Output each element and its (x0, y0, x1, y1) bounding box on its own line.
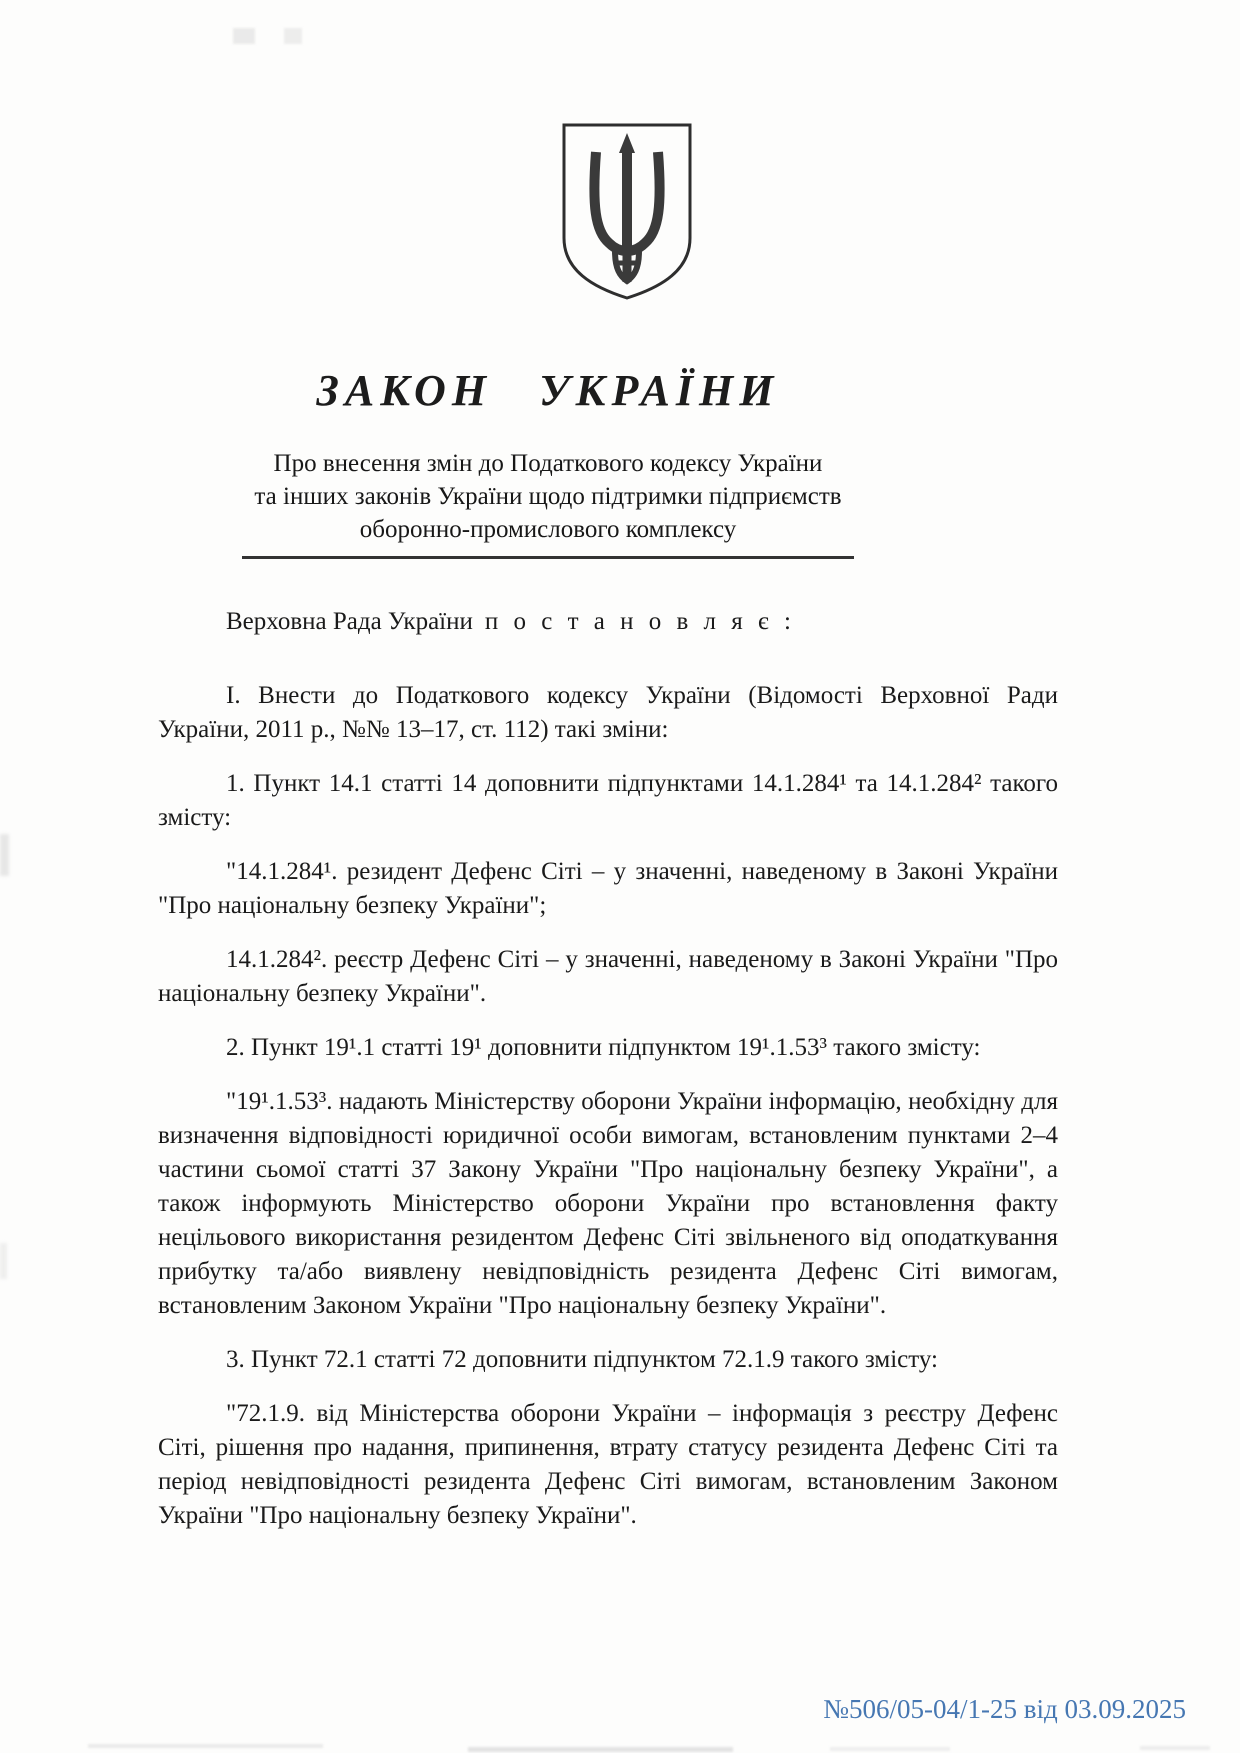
law-body-text (158, 605, 1058, 1533)
paragraph-subitem-19-1-1-53-3: "19¹.1.53³. надають Міністерству оборони України інформацію, необхідну для визначення відповідності юридичної особи вимогам, встановленим пунктами 2–4 частини сьомої статті 37 Закону України "Про національну безпеку України", а також інформують Міністерство оборони України про встановлення факту нецільового використання резидентом Дефенс Сіті звільненого від оподаткування прибутку та/або виявлену невідповідність резидента Дефенс Сіті вимогам, встановленим Законом України "Про національну безпеку України". (158, 1087, 1058, 1319)
scan-artifact (88, 1744, 323, 1748)
coat-of-arms-of-ukraine-icon (558, 120, 696, 304)
subtitle-underline (242, 556, 854, 559)
law-title: ЗАКОН УКРАЇНИ (316, 366, 780, 415)
paragraph-subitem-72-1-9: "72.1.9. від Міністерства оборони України – інформація з реєстру Дефенс Сіті, рішення про надання, припинення, втрату статусу резидента Дефенс Сіті та період невідповідності резидента Дефенс Сіті вимогам, встановленим Законом України "Про національну безпеку України". (158, 1399, 1058, 1529)
document-heading (198, 0, 898, 559)
scan-artifact (468, 1747, 733, 1752)
paragraph-item-1: 1. Пункт 14.1 статті 14 доповнити підпунктами 14.1.284¹ та 14.1.284² такого змісту: (158, 769, 1058, 831)
scan-artifact (830, 1747, 950, 1751)
document-reference-number: №506/05-04/1-25 від 03.09.2025 (823, 1694, 1186, 1724)
preamble-decree-word: п о с т а н о в л я є : (484, 607, 796, 635)
paragraph-item-2: 2. Пункт 19¹.1 статті 19¹ доповнити підпунктом 19¹.1.53³ такого змісту: (226, 1033, 981, 1061)
paragraph-item-3: 3. Пункт 72.1 статті 72 доповнити підпунктом 72.1.9 такого змісту: (226, 1345, 938, 1373)
subtitle-line-2: та інших законів України щодо підтримки підприємств (254, 482, 842, 510)
paragraph-subitem-14-1-284-1: "14.1.284¹. резидент Дефенс Сіті – у значенні, наведеному в Законі України "Про національну безпеку України"; (158, 857, 1058, 919)
subtitle-line-3: оборонно-промислового комплексу (359, 515, 737, 543)
scan-artifact (0, 1243, 7, 1279)
preamble-lead: Верховна Рада України (226, 607, 473, 635)
paragraph-subitem-14-1-284-2: 14.1.284². реєстр Дефенс Сіті – у значенні, наведеному в Законі України "Про національну безпеку України". (158, 945, 1058, 1007)
scan-artifact (1140, 1746, 1210, 1750)
scan-artifact (0, 834, 9, 876)
law-subtitle (198, 447, 898, 546)
paragraph-section-1: І. Внести до Податкового кодексу України (Відомості Верховної Ради України, 2011 р., №№ 13–17, ст. 112) такі зміни: (158, 681, 1058, 743)
preamble-line (158, 605, 1058, 639)
subtitle-line-1: Про внесення змін до Податкового кодексу України (273, 449, 823, 477)
